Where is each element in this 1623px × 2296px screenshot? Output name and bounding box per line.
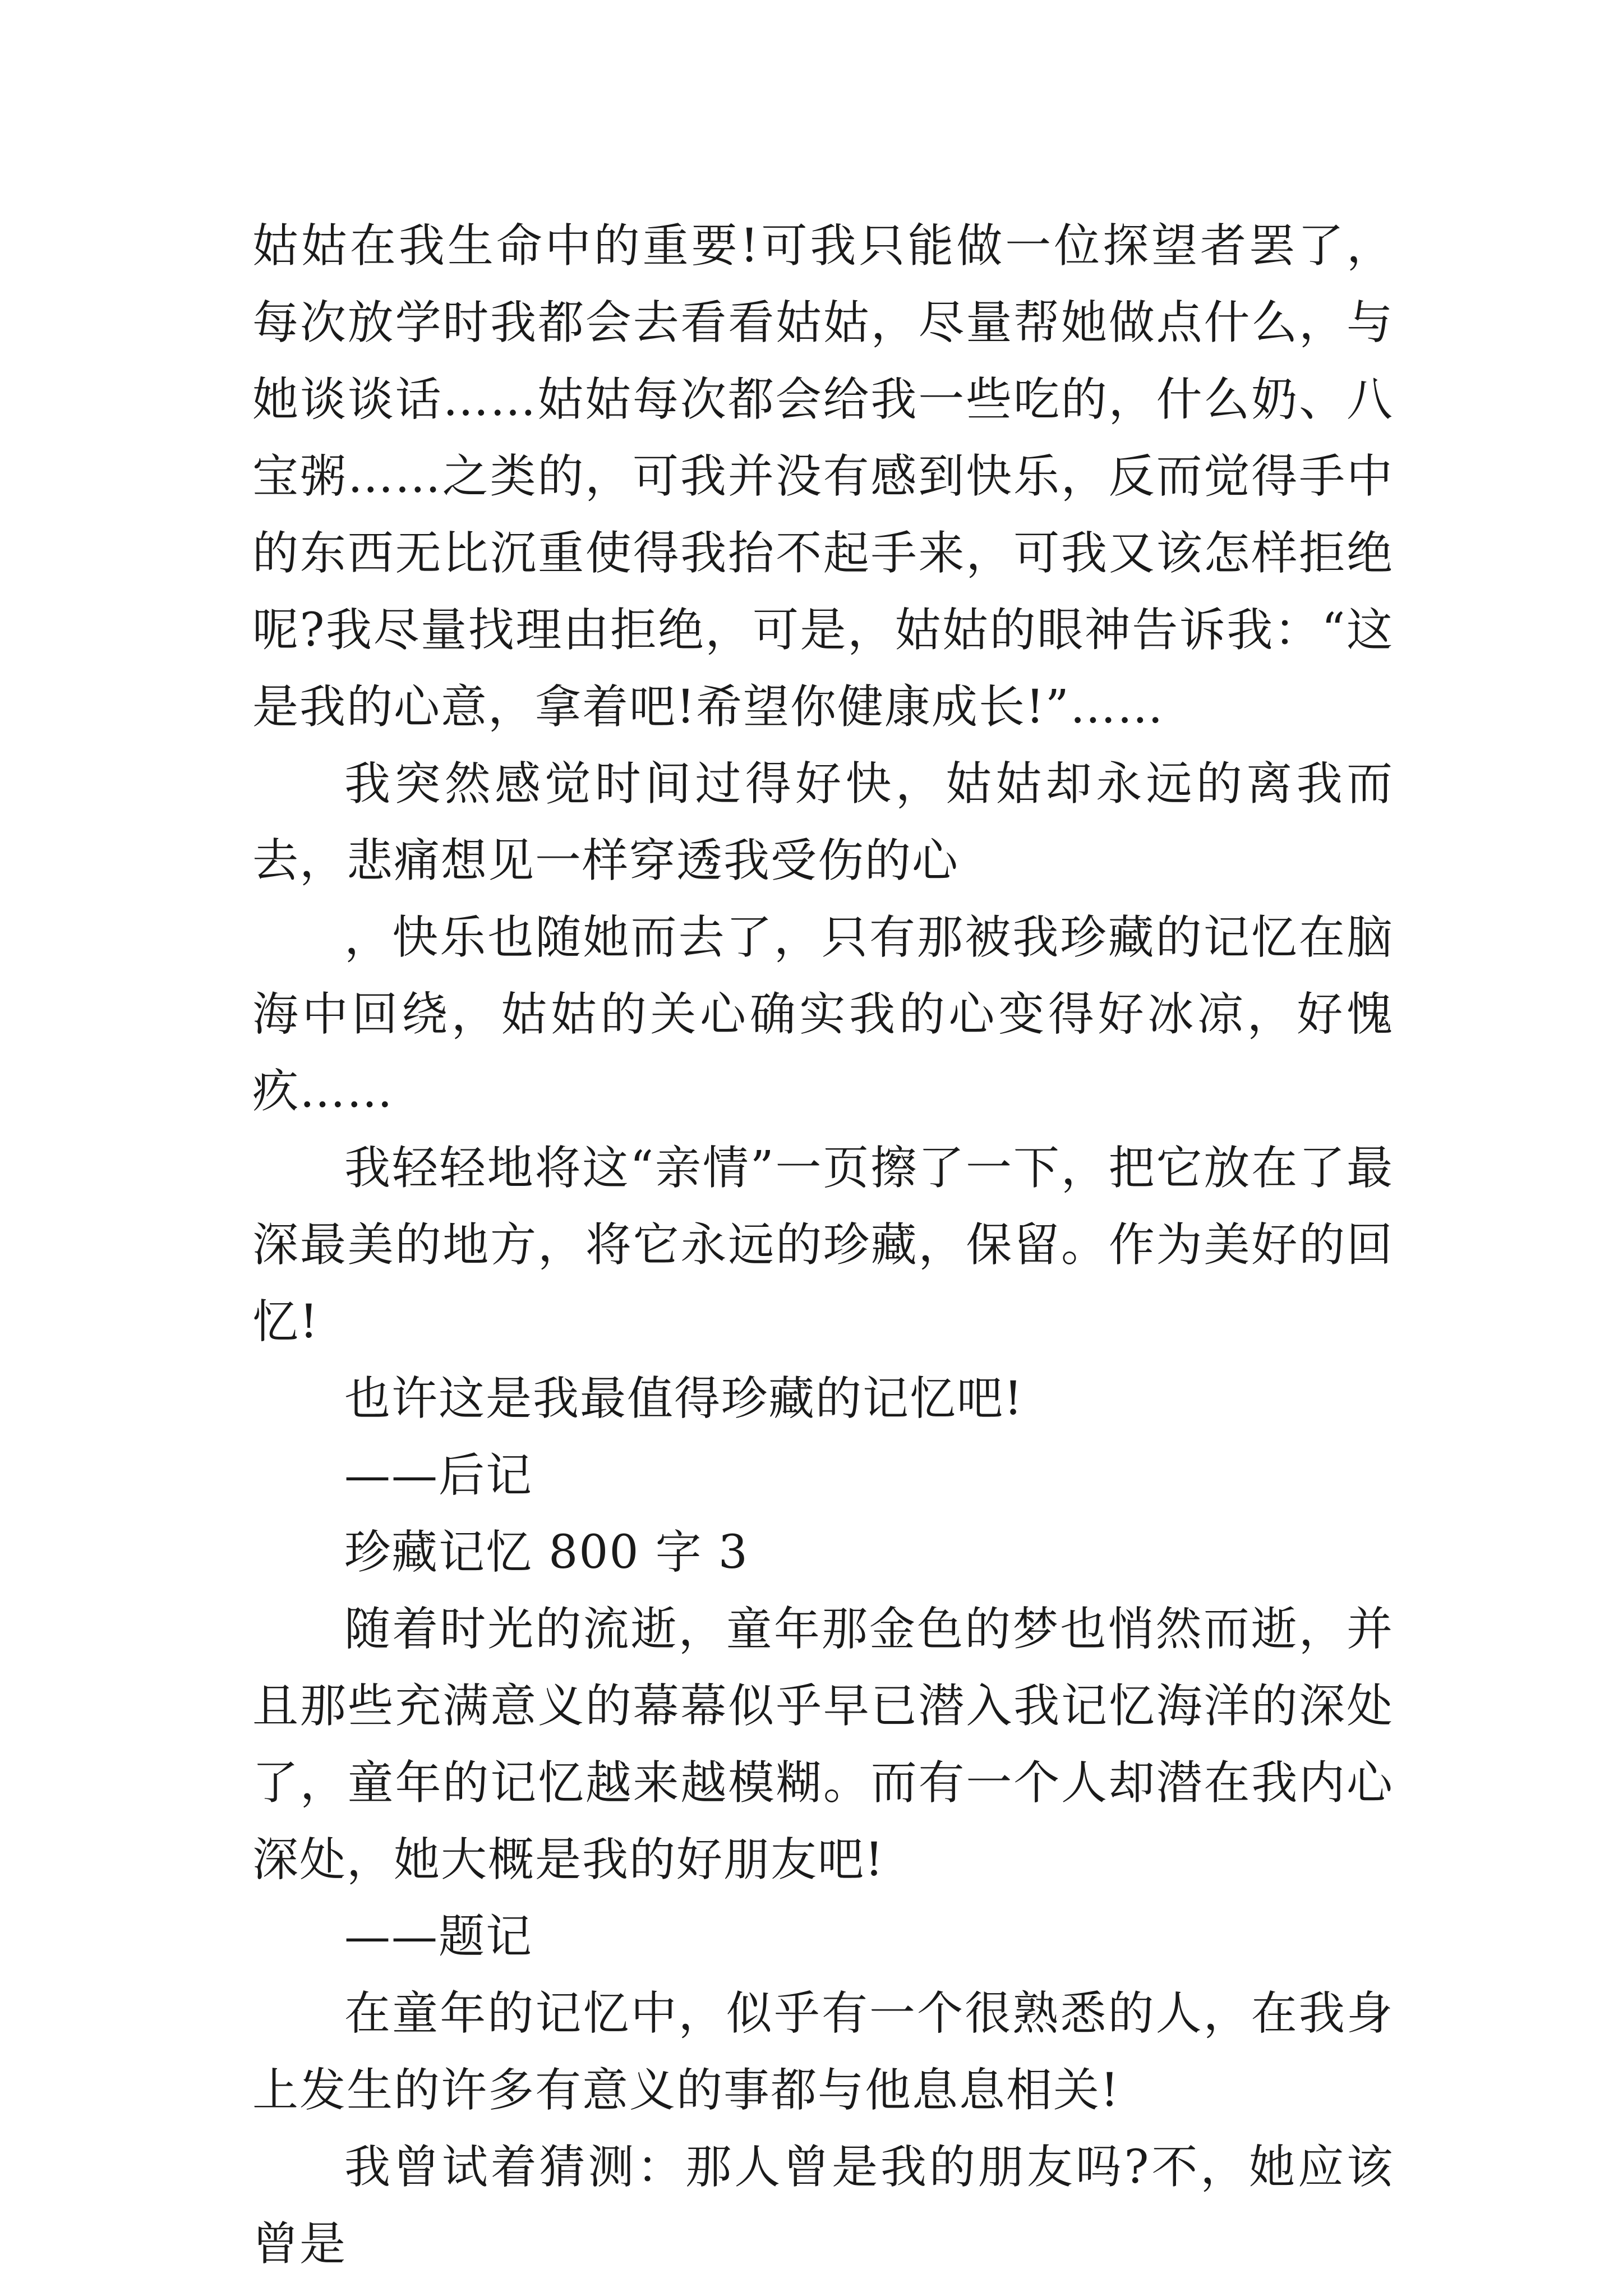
postscript-label: ——后记: [344, 1449, 533, 1502]
paragraph-7: 在童年的记忆中，似乎有一个很熟悉的人，在我身上发生的许多有意义的事都与他息息相关!: [252, 1987, 1394, 2117]
epigraph-label: ——题记: [344, 1910, 533, 1963]
paragraph-5: 也许这是我最值得珍藏的记忆吧!: [344, 1372, 1023, 1425]
section-heading: 珍藏记忆 800 字 3: [344, 1526, 749, 1579]
paragraph-8: 我曾试着猜测：那人曾是我的朋友吗?不，她应该曾是: [252, 2141, 1394, 2271]
paragraph-2: 我突然感觉时间过得好快，姑姑却永远的离我而去，悲痛想见一样穿透我受伤的心: [252, 757, 1394, 887]
paragraph-4: 我轻轻地将这“亲情”一页擦了一下，把它放在了最深最美的地方，将它永远的珍藏，保留。作为美好的回忆!: [252, 1142, 1394, 1349]
paragraph-1: 姑姑在我生命中的重要!可我只能做一位探望者罢了，每次放学时我都会去看看姑姑，尽量帮她做点什么，与她谈谈话……姑姑每次都会给我一些吃的，什么奶、八宝粥……之类的，可我并没有感到快乐，反而觉得手中的东西无比沉重使得我抬不起手来，可我又该怎样拒绝呢?我尽量找理由拒绝，可是，姑姑的眼神告诉我：“这是我的心意，拿着吧!希望你健康成长!”……: [252, 219, 1394, 734]
paragraph-6: 随着时光的流逝，童年那金色的梦也悄然而逝，并且那些充满意义的幕幕似乎早已潜入我记忆海洋的深处了，童年的记忆越来越模糊。而有一个人却潜在我内心深处，她大概是我的好朋友吧!: [252, 1603, 1394, 1887]
paragraph-3: ，快乐也随她而去了，只有那被我珍藏的记忆在脑海中回绕，姑姑的关心确实我的心变得好冰凉，好愧疚……: [252, 911, 1394, 1118]
document-body: [252, 208, 1394, 2283]
